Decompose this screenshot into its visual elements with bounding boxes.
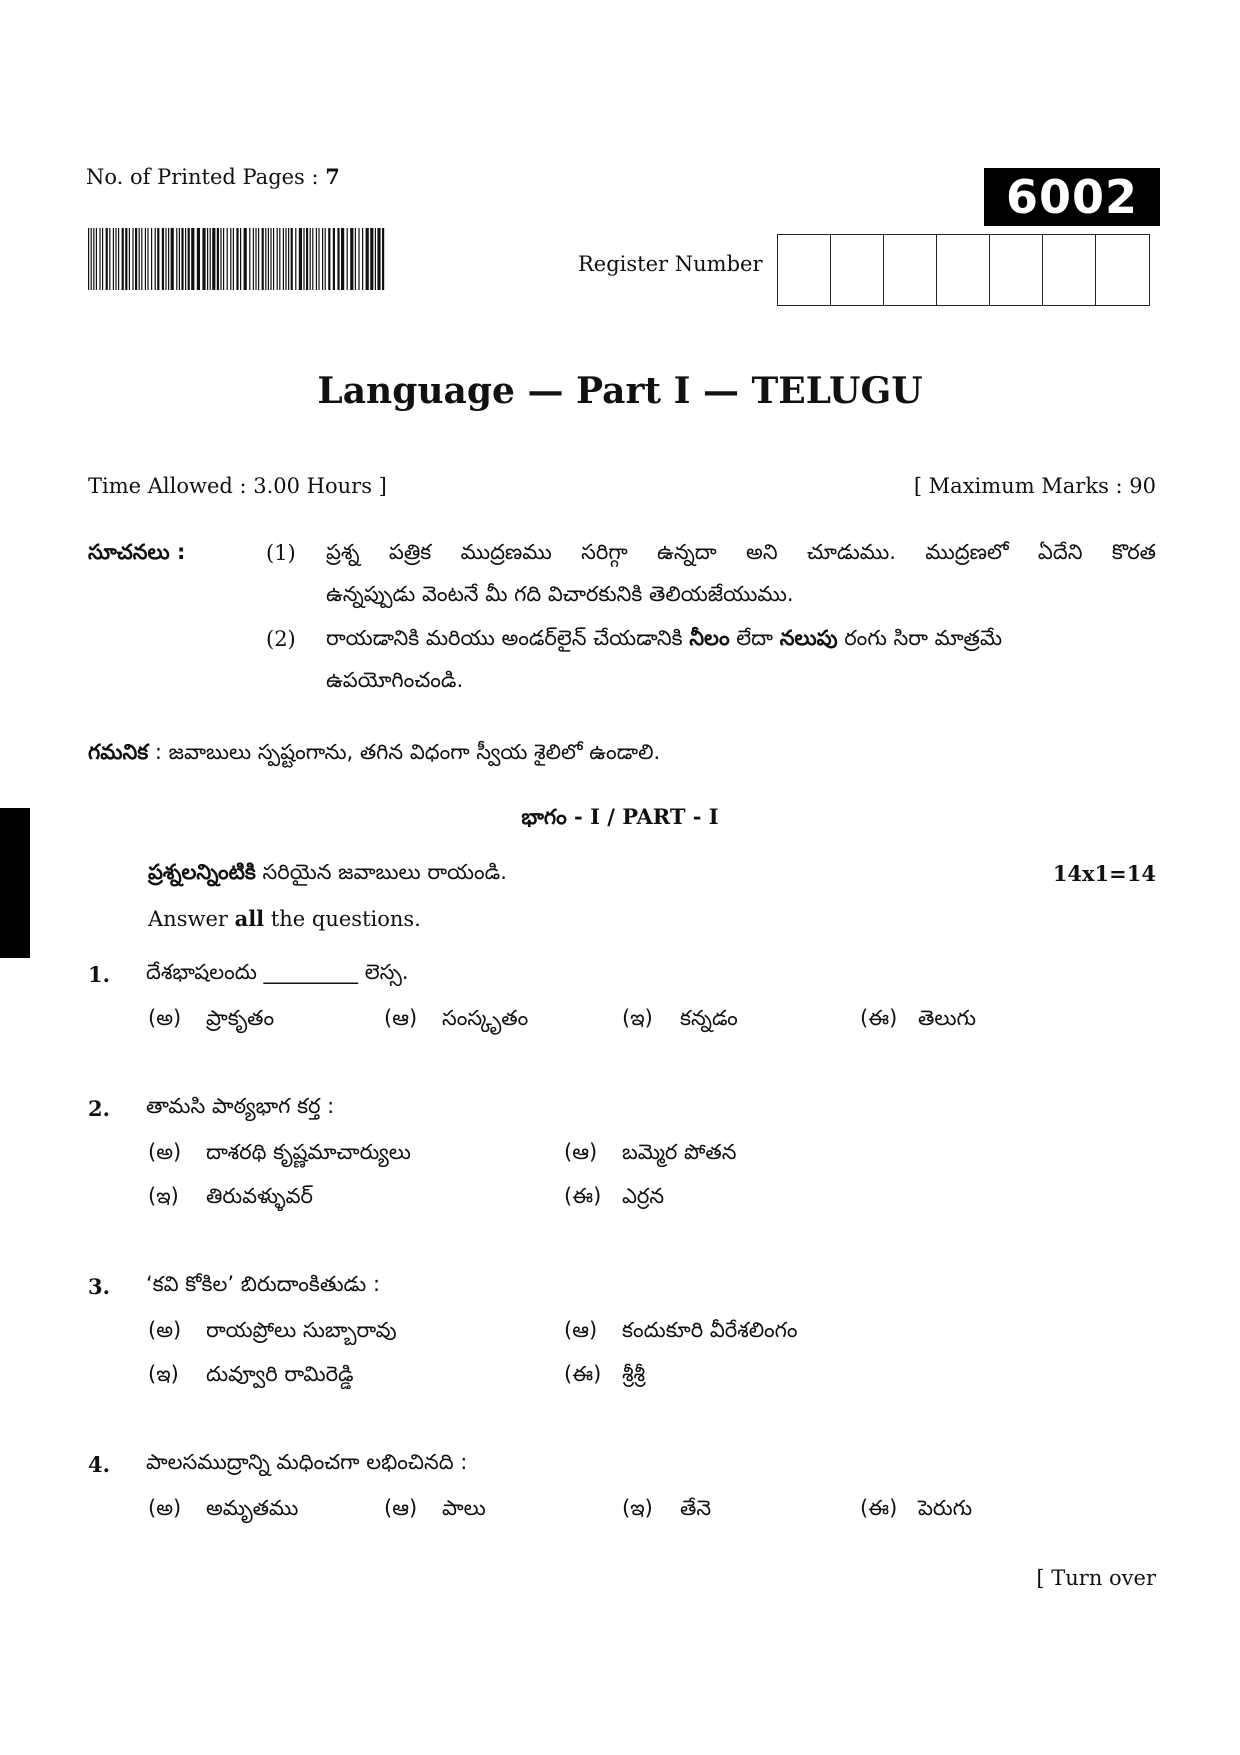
barcode-bar: [93, 228, 94, 290]
barcode-bar: [91, 228, 92, 290]
q3-option-c-label: (ఇ): [148, 1362, 179, 1386]
register-digit-cell[interactable]: [1096, 235, 1149, 305]
question-1-number: 1.: [88, 962, 110, 987]
barcode-bar: [270, 228, 271, 290]
q2-option-d-text: ఎర్రన: [622, 1184, 665, 1208]
q4-option-c-label: (ఇ): [622, 1496, 653, 1520]
barcode-bar: [122, 228, 124, 290]
barcode-bar: [306, 228, 308, 290]
maximum-marks: [ Maximum Marks : 90: [913, 474, 1156, 498]
barcode-bar: [135, 228, 137, 290]
instruction-2-text-c: లేదా: [729, 626, 780, 650]
barcode-image: [88, 228, 386, 290]
barcode-bar: [236, 228, 238, 290]
barcode-bar: [185, 228, 186, 290]
barcode-bar: [253, 228, 254, 290]
barcode-bar: [220, 228, 221, 290]
barcode-bar: [223, 228, 224, 290]
barcode-bar: [217, 228, 219, 290]
q3-option-a-label: (అ): [148, 1318, 182, 1342]
barcode-bar: [325, 228, 326, 290]
instruction-1-line2: ఉన్నప్పుడు వెంటనే మీ గది విచారకునికి తెలియజేయుము.: [326, 582, 794, 606]
q1-option-a-text: ప్రాకృతం: [206, 1006, 275, 1030]
q2-option-d-label: (ఈ): [564, 1184, 602, 1208]
q1-option-b-text: సంస్కృతం: [442, 1006, 529, 1030]
register-digit-cell[interactable]: [778, 235, 831, 305]
paper-code: 6002: [984, 168, 1160, 226]
barcode-bar: [244, 228, 247, 290]
barcode-bar: [355, 228, 356, 290]
instruction-2-text-e: రంగు సిరా మాత్రమే: [837, 626, 1003, 650]
section-marks: 14x1=14: [1052, 861, 1156, 886]
barcode-bar: [337, 228, 339, 290]
barcode-bar: [312, 228, 313, 290]
barcode-bar: [262, 228, 264, 290]
instruction-2-text-a: రాయడానికి మరియు అండర్‌లైన్ చేయడానికి: [326, 626, 690, 650]
page-title: Language — Part I — TELUGU: [317, 370, 923, 412]
barcode-bar: [318, 228, 319, 290]
q4-option-d-label: (ఈ): [860, 1496, 898, 1520]
question-1-text: దేశభాషలందు _________ లెస్స.: [146, 960, 409, 984]
register-number-boxes[interactable]: [777, 234, 1150, 306]
printed-pages-label: No. of Printed Pages :: [86, 165, 326, 189]
instruction-2-number: (2): [266, 627, 296, 651]
barcode-bar: [162, 228, 164, 290]
printed-pages: [86, 164, 340, 189]
q3-option-b-label: (ఆ): [564, 1318, 598, 1342]
barcode-bar: [291, 228, 293, 290]
note: [88, 740, 660, 770]
register-number-label: Register Number: [578, 252, 763, 276]
note-text: : జవాబులు స్పష్టంగాను, తగిన విధంగా స్వీయ శైలిలో ఉండాలి.: [148, 740, 661, 764]
q1-option-d-label: (ఈ): [860, 1006, 898, 1030]
barcode-bar: [151, 228, 152, 290]
barcode-bar: [285, 228, 286, 290]
barcode-bar: [227, 228, 228, 290]
barcode-bar: [370, 228, 373, 290]
question-4-number: 4.: [88, 1452, 110, 1477]
barcode-bar: [210, 228, 211, 290]
instruction-2-blue: నీలం: [689, 626, 730, 650]
barcode-bar: [316, 228, 317, 290]
barcode-bar: [176, 228, 177, 290]
instruction-1-line1: ప్రశ్న పత్రిక ముద్రణము సరిగ్గా ఉన్నదా అని చూడుము. ముద్రణలో ఏదేని కొరత: [326, 540, 1156, 564]
barcode-bar: [299, 228, 302, 290]
barcode-bar: [102, 228, 103, 290]
register-digit-cell[interactable]: [1043, 235, 1096, 305]
q2-option-b-label: (ఆ): [564, 1140, 598, 1164]
q3-option-b-text: కందుకూరి వీరేశలింగం: [622, 1318, 798, 1342]
barcode-bar: [283, 228, 284, 290]
q1-option-a-label: (అ): [148, 1006, 182, 1030]
question-3-text: ‘కవి కోకిల’ బిరుదాంకితుడు :: [146, 1272, 381, 1296]
barcode-bar: [233, 228, 234, 290]
q3-option-d-label: (ఈ): [564, 1362, 602, 1386]
barcode-bar: [168, 228, 169, 290]
barcode-bar: [99, 228, 100, 290]
turn-over: [ Turn over: [1036, 1566, 1156, 1590]
section-instruction-bold: ప్రశ్నలన్నింటికి: [148, 860, 256, 884]
q1-option-d-text: తెలుగు: [918, 1006, 977, 1030]
instruction-1-number: (1): [266, 541, 296, 565]
section-heading: [0, 804, 1240, 835]
barcode-bar: [171, 228, 174, 290]
barcode-bar: [106, 228, 108, 290]
barcode-bar: [265, 228, 266, 290]
q2-option-a-label: (అ): [148, 1140, 182, 1164]
note-label: గమనిక: [88, 740, 149, 764]
barcode-bar: [230, 228, 231, 290]
barcode-bar: [145, 228, 146, 290]
section-instruction-english: [148, 906, 421, 931]
q3-option-d-text: శ్రీశ్రీ: [622, 1362, 646, 1386]
section-heading-telugu: భాగం: [521, 805, 567, 829]
question-2-text: తామసి పాఠ్యభాగ కర్త :: [146, 1094, 335, 1118]
barcode-bar: [366, 228, 369, 290]
q4-option-c-text: తేనె: [680, 1496, 712, 1520]
barcode-bar: [303, 228, 304, 290]
barcode-bar: [322, 228, 323, 290]
register-digit-cell[interactable]: [990, 235, 1043, 305]
q4-option-d-text: పెరుగు: [918, 1496, 973, 1520]
register-digit-cell[interactable]: [937, 235, 990, 305]
barcode-bar: [191, 228, 194, 290]
barcode-bar: [212, 228, 215, 290]
q4-option-a-text: అమృతము: [206, 1496, 299, 1520]
barcode-bar: [328, 228, 330, 290]
q3-option-c-text: దువ్వూరి రామిరెడ్డి: [206, 1362, 354, 1386]
question-2-number: 2.: [88, 1096, 110, 1121]
barcode-bar: [141, 228, 142, 290]
q1-option-c-label: (ఇ): [622, 1006, 653, 1030]
barcode-bar: [113, 228, 114, 290]
barcode-bar: [258, 228, 259, 290]
barcode-bar: [279, 228, 280, 290]
barcode-bar: [125, 228, 127, 290]
barcode-bar: [181, 228, 183, 290]
instruction-2-black: నలుపు: [779, 626, 838, 650]
barcode-bar: [88, 228, 89, 290]
barcode-bar: [157, 228, 159, 290]
instruction-english-a: Answer: [148, 907, 235, 931]
barcode-bar: [268, 228, 269, 290]
q4-option-b-text: పాలు: [442, 1496, 486, 1520]
q2-option-b-text: బమ్మెర పోతన: [622, 1140, 737, 1164]
barcode-bar: [129, 228, 130, 290]
barcode-bar: [310, 228, 311, 290]
barcode-bar: [277, 228, 278, 290]
barcode-bar: [249, 228, 250, 290]
barcode-bar: [109, 228, 110, 290]
q4-option-b-label: (ఆ): [384, 1496, 418, 1520]
barcode-bar: [375, 228, 376, 290]
barcode-bar: [96, 228, 97, 290]
barcode-bar: [333, 228, 335, 290]
barcode-bar: [188, 228, 190, 290]
barcode-bar: [240, 228, 241, 290]
q2-option-a-text: దాశరథి కృష్ణమాచార్యులు: [206, 1140, 411, 1164]
barcode-bar: [179, 228, 180, 290]
instructions-label: సూచనలు :: [88, 540, 186, 564]
barcode-bar: [377, 228, 380, 290]
q4-option-a-label: (అ): [148, 1496, 182, 1520]
q1-option-b-label: (ఆ): [384, 1006, 418, 1030]
question-4-text: పాలసముద్రాన్ని మధించగా లభించినది :: [146, 1450, 468, 1474]
barcode-bar: [139, 228, 140, 290]
q1-option-c-text: కన్నడం: [680, 1006, 738, 1030]
printed-pages-value: 7: [325, 164, 340, 189]
barcode-bar: [358, 228, 359, 290]
barcode-bar: [347, 228, 348, 290]
section-heading-english: - I / PART - I: [566, 804, 719, 829]
barcode-bar: [155, 228, 156, 290]
barcode-bar: [207, 228, 208, 290]
instruction-english-c: the questions.: [264, 907, 421, 931]
barcode-bar: [202, 228, 205, 290]
barcode-bar: [147, 228, 148, 290]
instruction-english-all: all: [234, 906, 265, 931]
barcode-bar: [273, 228, 274, 290]
q3-option-a-text: రాయప్రోలు సుబ్బారావు: [206, 1318, 397, 1342]
barcode-bar: [118, 228, 119, 290]
barcode-bar: [288, 228, 289, 290]
register-digit-cell[interactable]: [831, 235, 884, 305]
q2-option-c-text: తిరువళ్ళువర్: [206, 1184, 313, 1208]
time-allowed: Time Allowed : 3.00 Hours ]: [88, 474, 387, 498]
register-digit-cell[interactable]: [884, 235, 937, 305]
section-instruction-rest: సరియైన జవాబులు రాయండి.: [255, 860, 507, 884]
barcode-bar: [362, 228, 363, 290]
barcode-bar: [197, 228, 200, 290]
instruction-2-line1: [326, 626, 1002, 656]
barcode-bar: [165, 228, 166, 290]
instruction-2-line2: ఉపయోగించండి.: [326, 668, 464, 692]
section-instruction-telugu: [148, 860, 507, 890]
question-3-number: 3.: [88, 1274, 110, 1299]
barcode-bar: [132, 228, 133, 290]
q2-option-c-label: (ఇ): [148, 1184, 179, 1208]
barcode-bar: [382, 228, 384, 290]
barcode-bar: [341, 228, 344, 290]
barcode-bar: [255, 228, 256, 290]
barcode-bar: [295, 228, 296, 290]
barcode-bar: [115, 228, 116, 290]
barcode-bar: [350, 228, 353, 290]
